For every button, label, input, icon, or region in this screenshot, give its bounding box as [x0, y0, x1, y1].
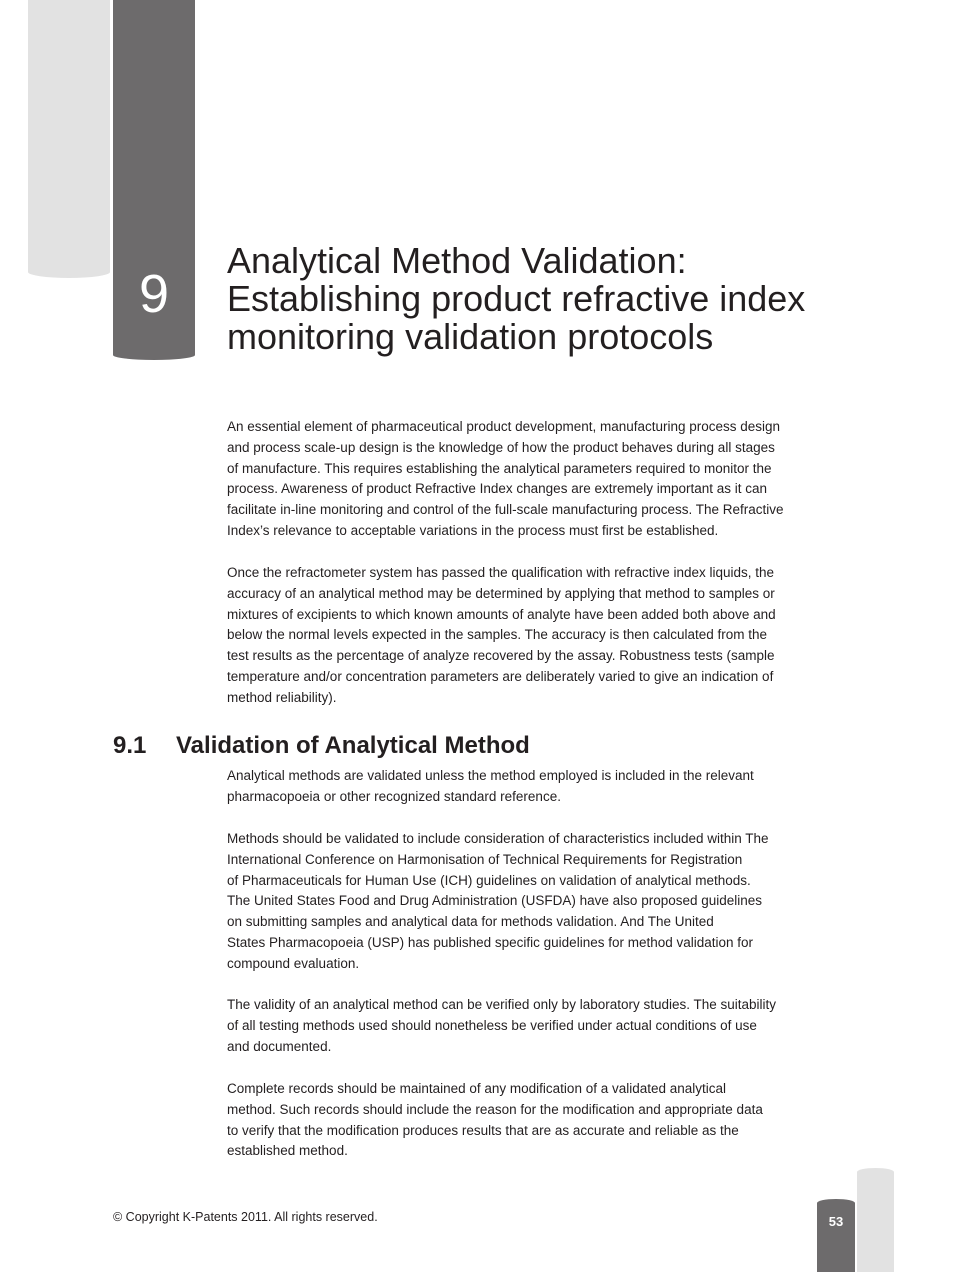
chapter-number: 9 [138, 264, 170, 324]
page-tab-dark-decoration [817, 1199, 855, 1272]
section-heading [113, 731, 530, 761]
text-line: compound evaluation. [227, 955, 360, 971]
text-line: of Pharmaceuticals for Human Use (ICH) guidelines on validation of analytical methods. [227, 872, 751, 888]
text-line: An essential element of pharmaceutical product development, manufacturing process design [227, 419, 781, 434]
text-line: and documented. [227, 1038, 332, 1054]
text-line: on submitting samples and analytical data for methods validation. And The United [227, 914, 714, 930]
text-line: Analytical methods are validated unless the method employed is included in the relevant [227, 768, 754, 783]
text-line: International Conference on Harmonisation of Technical Requirements for Registration [227, 851, 743, 867]
section-paragraph-4 [227, 1079, 819, 1162]
text-line: accuracy of an analytical method may be determined by applying that method to samples or [227, 585, 775, 601]
text-line: facilitate in-line monitoring and control of the full-scale manufacturing process. The Refractive [227, 502, 784, 518]
text-line: pharmacopoeia or other recognized standard reference. [227, 788, 561, 804]
text-line: of all testing methods used should nonetheless be verified under actual conditions of use [227, 1017, 757, 1033]
chapter-title [227, 242, 867, 356]
page-tab-light-decoration [857, 1168, 894, 1272]
text-line: method. Such records should include the reason for the modification and appropriate data [227, 1101, 763, 1117]
text-line: process. Awareness of product Refractive Index changes are extremely important as it can [227, 481, 768, 497]
text-line: The validity of an analytical method can be verified only by laboratory studies. The suitability [227, 997, 777, 1012]
text-line: States Pharmacopoeia (USP) has published specific guidelines for method validation for [227, 934, 754, 950]
section-paragraph-2 [227, 829, 819, 975]
text-line: Index’s relevance to acceptable variations in the process must first be established. [227, 522, 719, 538]
text-line: Methods should be validated to include consideration of characteristics included within The [227, 831, 769, 846]
text-line: method reliability). [227, 689, 337, 705]
text-line: temperature and/or concentration parameters are deliberately varied to give an indication of [227, 668, 774, 684]
text-line: below the normal levels expected in the samples. The accuracy is then calculated from the [227, 627, 768, 643]
text-line: Once the refractometer system has passed the qualification with refractive index liquids, the [227, 565, 775, 580]
copyright-notice: © Copyright K-Patents 2011. All rights reserved. [113, 1210, 378, 1224]
intro-paragraph-2 [227, 563, 819, 709]
text-line: to verify that the modification produces results that are as accurate and reliable as the [227, 1122, 739, 1138]
text-line: Complete records should be maintained of any modification of a validated analytical [227, 1081, 727, 1096]
chapter-title-line: monitoring validation protocols [227, 316, 714, 357]
intro-paragraph-1 [227, 417, 819, 542]
text-line: The United States Food and Drug Administration (USFDA) have also proposed guidelines [227, 893, 763, 909]
chapter-title-line: Establishing product refractive index [227, 278, 806, 319]
text-line: mixtures of excipients to which known amounts of analyte have been added both above and [227, 606, 776, 622]
section-paragraph-1 [227, 766, 819, 808]
text-line: of manufacture. This requires establishing the analytical parameters required to monitor the [227, 460, 772, 476]
section-title: Validation of Analytical Method [176, 732, 530, 759]
chapter-tab-light-decoration [28, 0, 110, 278]
text-line: test results as the percentage of analyze recovered by the assay. Robustness tests (sample [227, 648, 775, 664]
text-line: and process scale-up design is the knowledge of how the product behaves during all stages [227, 439, 775, 455]
chapter-title-line: Analytical Method Validation: [227, 240, 687, 281]
section-paragraph-3 [227, 995, 819, 1057]
text-line: established method. [227, 1143, 348, 1159]
page-number: 53 [828, 1214, 844, 1229]
section-number: 9.1 [113, 732, 147, 759]
